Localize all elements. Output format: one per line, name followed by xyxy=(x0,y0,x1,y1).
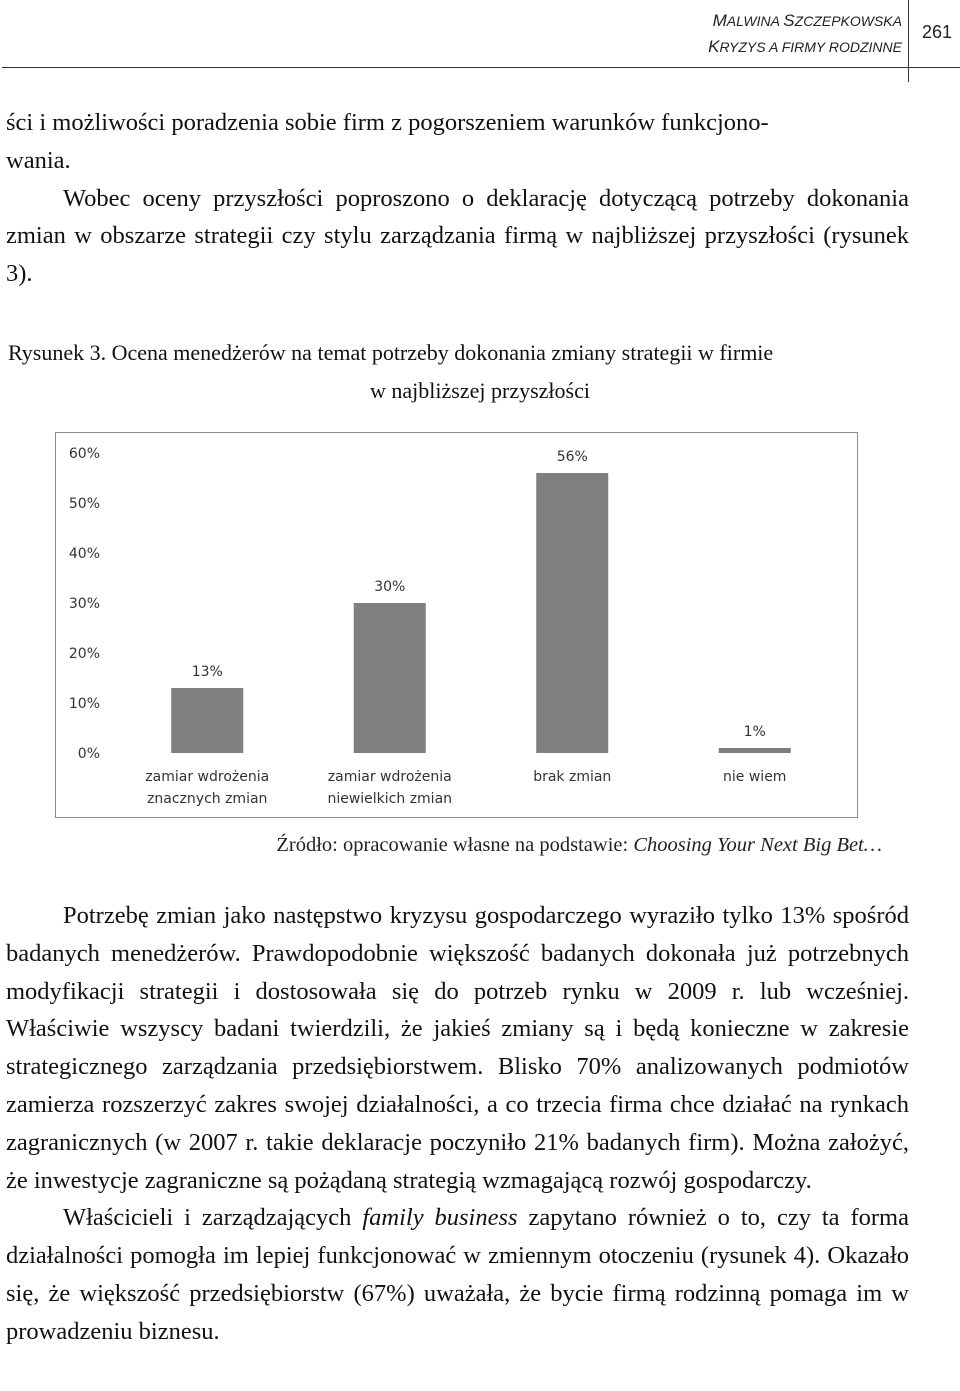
running-head-title: KRYZYS A FIRMY RODZINNE xyxy=(708,37,902,56)
figure-source: Źródło: opracowanie własne na podstawie: Choosing Your Next Big Bet… xyxy=(276,834,882,856)
paragraph-continuation: ści i możliwości poradzenia sobie firm z pogorszeniem warunków funkcjono- wania. xyxy=(6,109,769,174)
y-tick-label: 60% xyxy=(68,446,100,462)
running-head xyxy=(708,8,902,60)
running-head-author: MALWINA SZCZEPKOWSKA xyxy=(712,11,902,30)
header-rule xyxy=(2,67,960,68)
caption-line: w najbliższej przyszłości xyxy=(370,378,590,403)
y-tick-label: 20% xyxy=(68,646,100,662)
data-label: 1% xyxy=(743,724,766,740)
chart-canvas xyxy=(56,433,857,817)
bar xyxy=(354,603,426,753)
x-tick-label: zamiar wdrożenia xyxy=(145,769,270,785)
y-tick-label: 30% xyxy=(68,596,100,612)
x-tick-label: znacznych zmian xyxy=(147,791,268,807)
paragraph: Potrzebę zmian jako następstwo kryzysu gospodarczego wyraziło tylko 13% spośród badanych menedżerów. Prawdopodobnie większość badanych dokonała już potrzebnych modyfikacji strategii i dostosowała się do potrzeb rynku w 2009 r. lub wcześniej. Właściwie wszyscy badani twierdzili, że jakieś zmiany są i będą konieczne w zakresie strategicznego zarządzania przedsiębiorstwem. Blisko 70% analizowanych podmiotów zamierza rozszerzyć zakres swojej działalności, a co trzecia firma chce działać na rynkach zagranicznych (w 2007 r. takie deklaracje poczyniło 21% badanych firm). Można założyć, że inwestycje zagraniczne są pożądaną strategią wzmagającą rozwój gospodarczy. xyxy=(6,902,909,1194)
y-tick-label: 0% xyxy=(77,746,100,762)
caption-line: Rysunek 3. Ocena menedżerów na temat potrzeby dokonania zmiany strategii w firmie xyxy=(8,340,774,365)
bar xyxy=(719,748,791,753)
data-label: 56% xyxy=(556,449,588,465)
y-tick-label: 40% xyxy=(68,546,100,562)
bar xyxy=(171,688,243,753)
x-tick-label: nie wiem xyxy=(723,769,787,785)
page-number: 261 xyxy=(922,22,953,42)
y-tick-label: 10% xyxy=(68,696,100,712)
x-tick-label: zamiar wdrożenia xyxy=(327,769,452,785)
x-tick-label: niewielkich zmian xyxy=(327,791,453,807)
bar xyxy=(536,473,608,753)
data-label: 30% xyxy=(374,579,406,595)
y-tick-label: 50% xyxy=(68,496,100,512)
bar-chart xyxy=(55,432,858,818)
paragraph: Właścicieli i zarządzających family business zapytano również o to, czy ta forma działalności pomogła im lepiej funkcjonować w zmiennym otoczeniu (rysunek 4). Okazało się, że większość przedsiębiorstw (67%) uważała, że bycie firmą rodzinną pomaga im w prowadzeniu biznesu. xyxy=(6,1204,909,1345)
intro-text xyxy=(6,104,909,293)
page-header xyxy=(0,0,960,80)
source-title: Choosing Your Next Big Bet… xyxy=(633,834,882,856)
data-label: 13% xyxy=(191,664,223,680)
paragraph: Wobec oceny przyszłości poproszono o deklarację dotyczącą potrzeby dokonania zmian w obszarze strategii czy stylu zarządzania firmą w najbliższej przyszłości (rysunek 3). xyxy=(6,184,909,288)
x-tick-label: brak zmian xyxy=(533,769,612,785)
header-vertical-rule xyxy=(908,0,909,82)
body-text xyxy=(6,897,909,1351)
